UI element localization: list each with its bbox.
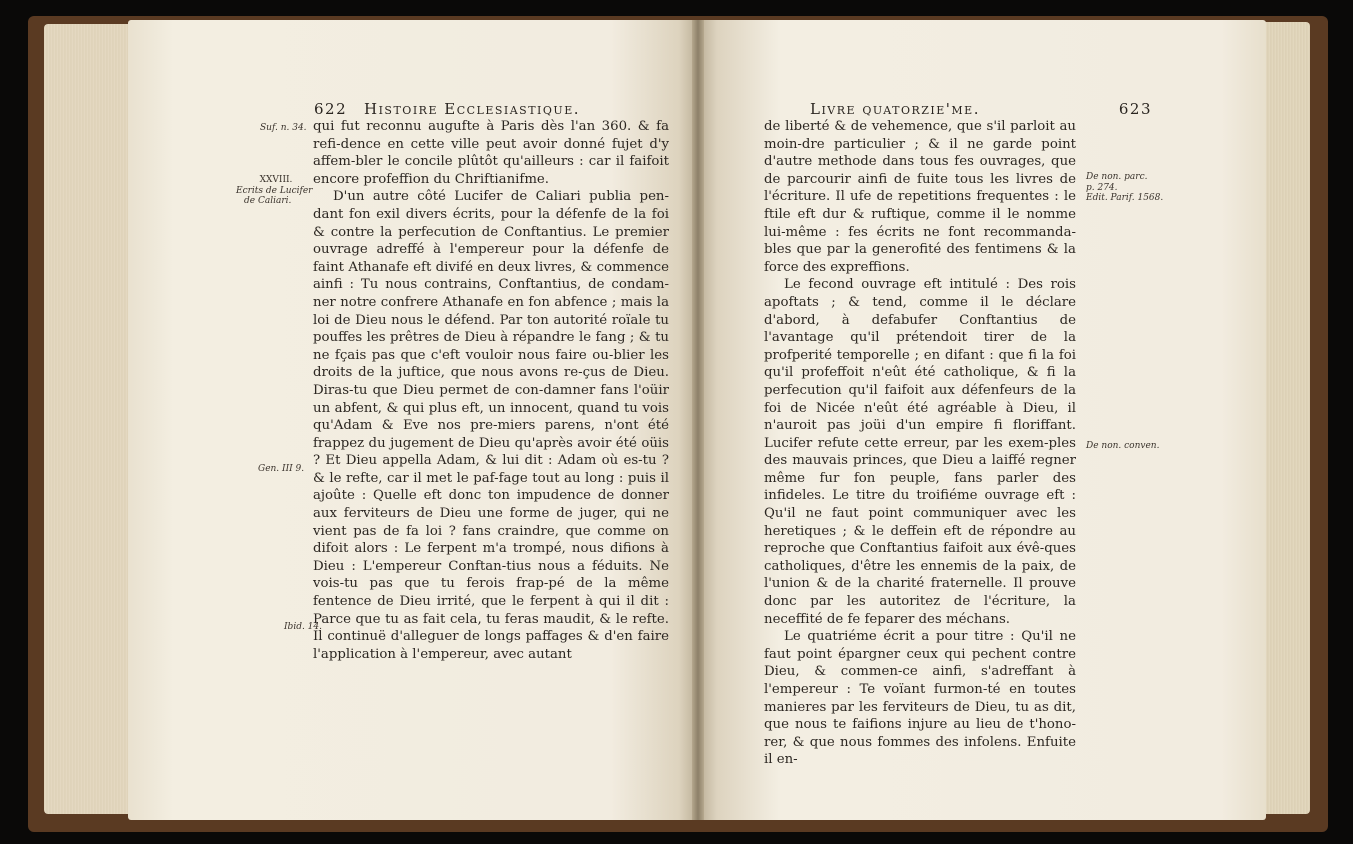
- paragraph: D'un autre côté Lucifer de Caliari publia pen-dant fon exil divers écrits, pour la défenfe de la foi & contre la perfecution de Conftantius. Le premier ouvrage adreffé à l'empereur pour la défenfe de faint Athanafe eft divifé en deux livres, & commence ainfi : Tu nous contrains, Conftantius, de condam-ner notre confrere Athanafe en fon abfence ; mais la loi de Dieu nous le défend. Par ton autorité roïale tu pouffes les prêtres de Dieu à répandre le fang ; & tu ne fçais pas que c'eft vouloir nous faire ou-blier les droits de la juftice, que nous avons re-çus de Dieu. Diras-tu que Dieu permet de con-damner fans l'oüir un abfent, & qui plus eft, un innocent, quand tu vois qu'Adam & Eve nos pre-miers parens, n'ont été frappez du jugement de Dieu qu'après avoir été oüis ? Et Dieu appella Adam, & lui dit : Adam où es-tu ? & le refte, car il met le paf-fage tout au long : puis il ajoûte : Quelle eft donc ton impudence de donner aux ferviteurs de Dieu une forme de juger, qui ne vient pas de fa loi ? fans craindre, que comme on difoit alors : Le ferpent m'a trompé, nous difions à Dieu : L'empereur Conftan-tius nous a féduits. Ne vois-tu pas que tu ferois frap-pé de la même fentence de Dieu irrité, que le ferpent à qui il dit : Parce que tu as fait cela, tu feras maudit, & le refte. Il continuë d'alleguer de longs paffages & d'en faire l'application à l'empereur, avec autant: [313, 189, 669, 662]
- margin-note: p. 274.: [1086, 183, 1118, 193]
- margin-note: Suf. n. 34.: [260, 123, 307, 133]
- right-page-body: [764, 118, 1076, 769]
- right-page: [700, 20, 1266, 820]
- margin-note: de Caliari.: [244, 196, 292, 206]
- margin-note: De non. parc.: [1086, 172, 1148, 182]
- left-page: [128, 20, 696, 820]
- margin-note: Gen. III 9.: [258, 464, 305, 474]
- margin-note: Ecrits de Lucifer: [236, 186, 313, 196]
- left-page-edges: [44, 24, 140, 814]
- margin-note: Ibid. 14.: [284, 622, 322, 632]
- left-running-head: Histoire Ecclesiastique.: [364, 100, 580, 118]
- right-page-edges: [1262, 22, 1310, 814]
- margin-note-section-number: XXVIII.: [259, 175, 293, 185]
- paragraph: Le quatriéme écrit a pour titre : Qu'il ne faut point épargner ceux qui pechent contre Dieu, & commen-ce ainfi, s'adreffant à l'empereur : Te voïant furmon-té en toutes manieres par les ferviteurs de Dieu, tu as dit, que nous te faifions injure au lieu de t'hono-rer, & que nous fommes des infolens. Enfuite il en-: [764, 629, 1076, 768]
- right-page-number: 623: [1118, 100, 1152, 118]
- margin-note: Edit. Parif. 1568.: [1086, 193, 1164, 203]
- left-page-number: 622: [314, 100, 348, 118]
- left-page-body: [313, 118, 669, 663]
- paragraph: de liberté & de vehemence, que s'il parloit au moin-dre particulier ; & il ne garde point d'autre methode dans tous fes ouvrages, que de parcourir ainfi de fuite tous les livres de l'écriture. Il ufe de repetitions frequentes : le ftile eft dur & ruftique, comme il le nomme lui-même : fes écrits ne font recommanda-bles que par la generofité des fentimens & la force des expreffions.: [764, 119, 1076, 275]
- margin-note: De non. conven.: [1086, 441, 1160, 451]
- right-running-head: Livre quatorzie'me.: [810, 100, 980, 118]
- paragraph: Le fecond ouvrage eft intitulé : Des rois apoftats ; & tend, comme il le déclare d'abord, à defabufer Conftantius de l'avantage qu'il prétendoit tirer de la profperité temporelle ; en difant : que fi la foi qu'il profeffoit n'eût été catholique, & fi la perfecution qu'il faifoit aux défenfeurs de la foi de Nicée n'eût été agréable à Dieu, il n'auroit pas joüi d'un empire fi floriffant. Lucifer refute cette erreur, par les exem-ples des mauvais princes, que Dieu a laiffé regner même fur fon peuple, fans parler des infideles. Le titre du troifiéme ouvrage eft : Qu'il ne faut point communiquer avec les heretiques ; & le deffein eft de répondre au reproche que Conftantius faifoit aux évê-ques catholiques, d'être les ennemis de la paix, de l'union & de la charité fraternelle. Il prouve donc par les autoritez de l'écriture, la neceffité de fe feparer des méchans.: [764, 277, 1076, 627]
- book-gutter: [692, 20, 704, 820]
- paragraph: qui fut reconnu augufte à Paris dès l'an 360. & fa refi-dence en cette ville peut avoir donné fujet d'y affem-bler le concile plûtôt qu'ailleurs : car il faifoit encore profeffion du Chriftianifme.: [313, 119, 669, 187]
